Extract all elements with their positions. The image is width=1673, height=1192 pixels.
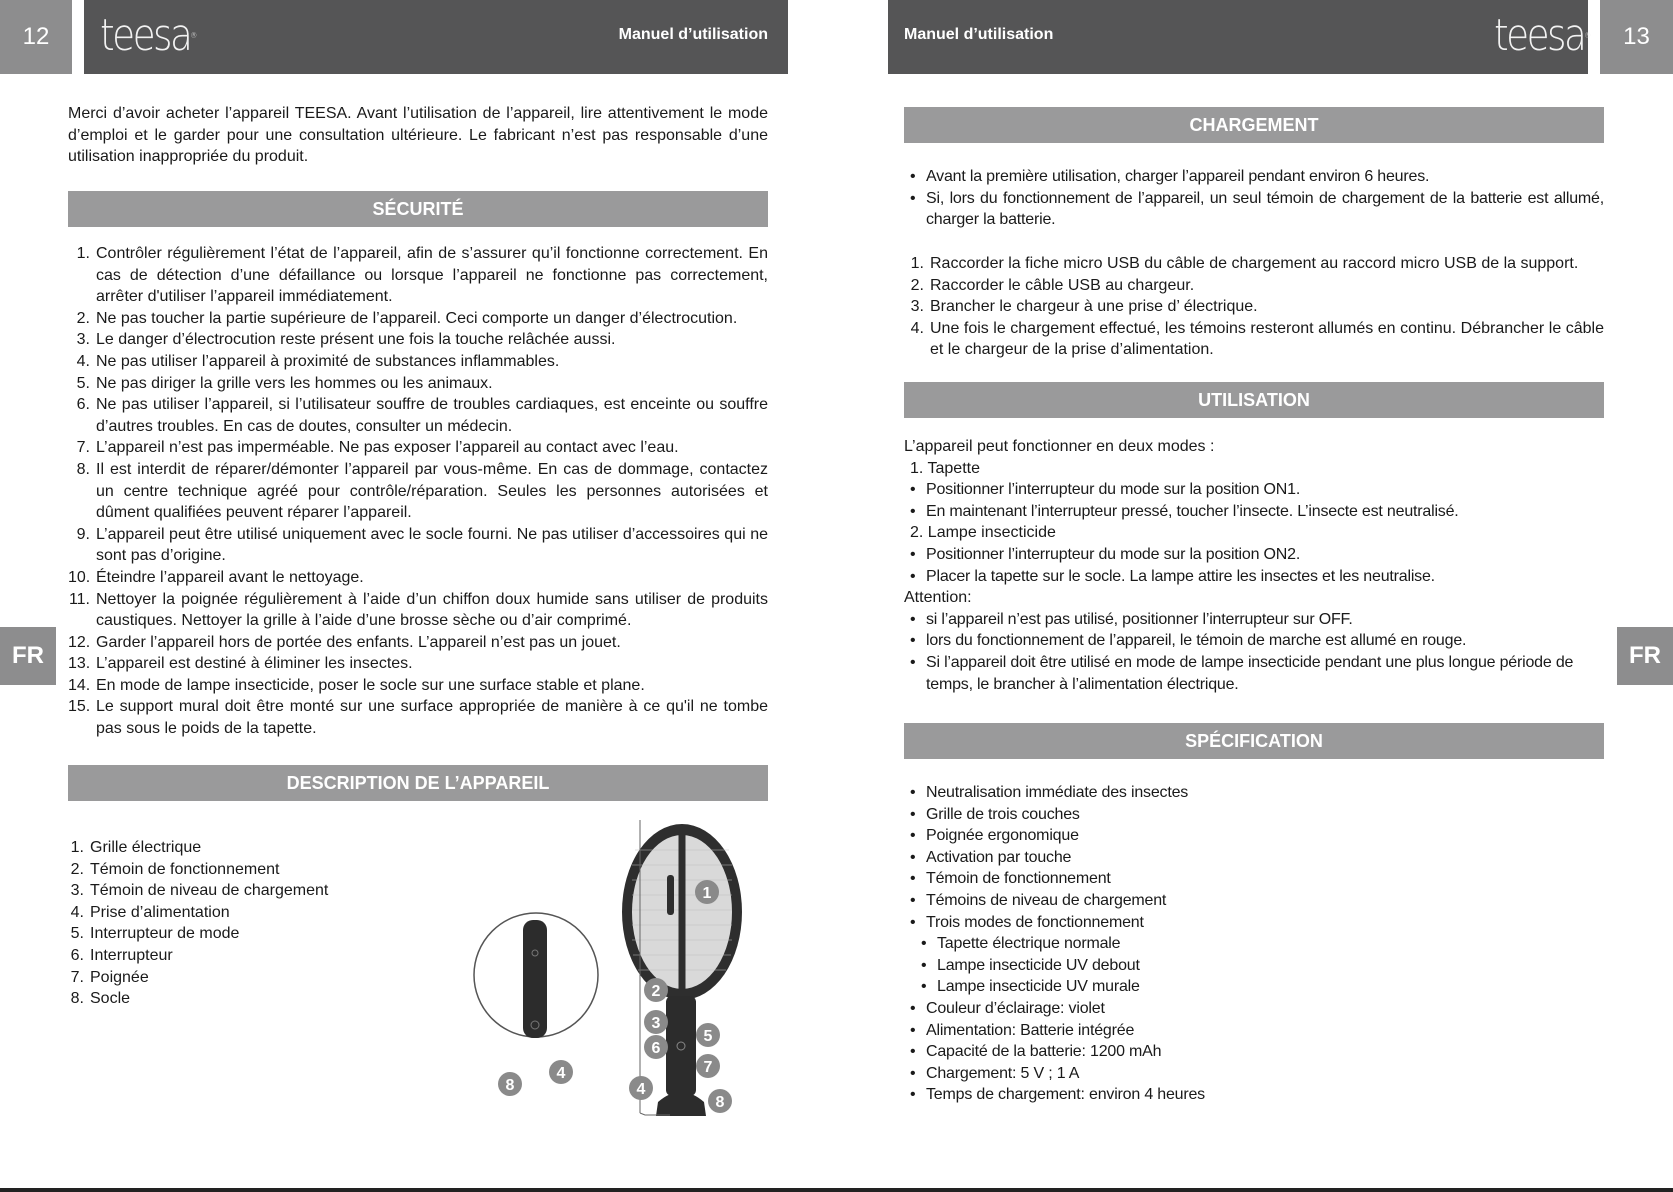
item-number: 2. [76, 309, 90, 327]
item-text: Éteindre l’appareil avant le nettoyage. [96, 568, 364, 586]
spec-list-item: • Activation par touche [904, 847, 1604, 869]
item-number: 4. [70, 903, 84, 921]
svg-text:3: 3 [651, 1015, 661, 1032]
item-number: 6. [70, 946, 84, 964]
item-number: 7. [76, 439, 90, 457]
specification-heading: SPÉCIFICATION [904, 723, 1604, 759]
item-text: Ne pas utiliser l’appareil à proximité de substances inflammables. [96, 352, 560, 370]
spec-list-item: • Alimentation: Batterie intégrée [904, 1020, 1604, 1042]
item-number: 3. [910, 298, 924, 316]
description-list-item [62, 880, 422, 902]
attention-label: Attention: [904, 589, 972, 607]
description-list-item [62, 902, 422, 924]
securite-list-item [68, 329, 768, 351]
svg-text:6: 6 [651, 1040, 661, 1057]
item-text: Ne pas utiliser l’appareil, si l’utilisateur souffre de troubles cardiaques, est enceinte ou souffre d’autres troubles. En cas de doutes, consulter un médecin. [96, 396, 768, 435]
mode2-bullets-item: • Positionner l’interrupteur du mode sur la position ON2. [904, 544, 1604, 566]
attention-bullets-item: • lors du fonctionnement de l’appareil, le témoin de marche est allumé en rouge. [904, 630, 1604, 652]
securite-list-item [68, 373, 768, 395]
item-number: 4. [910, 319, 924, 337]
item-number: 7. [70, 968, 84, 986]
item-text: Interrupteur de mode [90, 925, 240, 943]
zoom-handle [523, 920, 547, 1038]
item-text: Ne pas diriger la grille vers les hommes ou les animaux. [96, 374, 493, 392]
right-header-bar [888, 0, 1592, 74]
chargement-bullets-item: • Avant la première utilisation, charger l’appareil pendant environ 6 heures. [904, 166, 1604, 188]
description-list-item [62, 859, 422, 881]
securite-list-item [68, 653, 768, 675]
item-text: Le support mural doit être monté sur une surface appropriée de manière à ce qu'il ne tombe pas sous le poids de la tapette. [96, 698, 768, 738]
mode-2-bullets [904, 544, 1604, 587]
item-text: Prise d’alimentation [90, 903, 230, 921]
item-number: 13. [68, 655, 91, 673]
securite-list-item [68, 589, 768, 632]
securite-list-item [68, 524, 768, 567]
left-header-bar [84, 0, 788, 74]
attention-bullets-item: • Si l’appareil doit être utilisé en mode de lampe insecticide pendant une plus longue période de temps, le brancher à l’alimentation électrique. [904, 652, 1604, 695]
item-text: Raccorder le câble USB au chargeur. [930, 276, 1195, 294]
chargement-steps-item [902, 296, 1604, 318]
securite-list-container [68, 243, 768, 740]
utilisation-content [904, 436, 1604, 695]
svg-text:8: 8 [505, 1077, 515, 1094]
chargement-bullets-container [904, 166, 1604, 231]
spec-list-item: • Témoin de fonctionnement [904, 868, 1604, 890]
chargement-steps-item [902, 275, 1604, 297]
svg-text:2: 2 [651, 983, 661, 1000]
item-number: 1. [70, 839, 84, 856]
item-number: 1. [76, 245, 90, 262]
spec-list-item: • Poignée ergonomique [904, 825, 1604, 847]
item-text: Nettoyer la poignée régulièrement à l’aide d’un chiffon doux humide sans utiliser de produits caustiques. Nettoyer la grille à l’aide d’une brosse sèche ou d’air comprimé. [96, 590, 768, 630]
item-number: 2. [910, 276, 924, 294]
spec-list-item: • Neutralisation immédiate des insectes [904, 782, 1604, 804]
item-number: 8. [70, 990, 84, 1008]
description-list-item [62, 988, 422, 1010]
item-text: Raccorder la fiche micro USB du câble de chargement au raccord micro USB de la support. [930, 255, 1579, 272]
spec-list-item: • Lampe insecticide UV debout [904, 955, 1604, 977]
description-heading: DESCRIPTION DE L’APPAREIL [68, 765, 768, 801]
teesa-logo: teesa® [100, 10, 198, 61]
specification-list-container [904, 782, 1604, 1106]
item-text: Interrupteur [90, 946, 173, 964]
left-manual-title: Manuel d’utilisation [618, 26, 768, 43]
securite-list-item [68, 567, 768, 589]
chargement-steps-item [902, 318, 1604, 361]
svg-text:1: 1 [702, 885, 712, 902]
item-number: 11. [68, 590, 90, 608]
securite-list-item [68, 632, 768, 654]
bottom-edge [0, 1188, 1673, 1192]
utilisation-lead: L’appareil peut fonctionner en deux modes : [904, 438, 1215, 455]
mode1-bullets-item: • Positionner l’interrupteur du mode sur la position ON1. [904, 479, 1604, 501]
item-number: 14. [68, 676, 91, 694]
securite-list-item [68, 308, 768, 330]
item-text: Socle [90, 990, 131, 1008]
description-list-container [62, 837, 422, 1010]
right-page-number: 13 [1600, 0, 1673, 74]
description-list-item [62, 945, 422, 967]
item-text: Témoin de niveau de chargement [90, 882, 329, 900]
attention-bullets-item: • si l’appareil n’est pas utilisé, positionner l’interrupteur sur OFF. [904, 609, 1604, 631]
securite-list-item [68, 437, 768, 459]
item-number: 12. [68, 633, 91, 651]
mode-1-label: 1. Tapette [910, 459, 980, 477]
spec-list-item: • Capacité de la batterie: 1200 mAh [904, 1041, 1604, 1063]
racket-base [656, 1092, 706, 1116]
chargement-bullets-item: • Si, lors du fonctionnement de l’appareil, un seul témoin de chargement de la batterie est allumé, charger la batterie. [904, 188, 1604, 231]
item-text: Ne pas toucher la partie supérieure de l’appareil. Ceci comporte un danger d’électrocution. [96, 309, 738, 327]
spec-list-item: • Témoins de niveau de chargement [904, 890, 1604, 912]
svg-text:5: 5 [703, 1028, 713, 1045]
item-text: Une fois le chargement effectué, les témoins resteront allumés en continu. Débrancher le câble et le chargeur de la prise d’alimentation. [930, 319, 1604, 359]
utilisation-heading: UTILISATION [904, 382, 1604, 418]
item-number: 3. [70, 882, 84, 900]
item-text: Le danger d’électrocution reste présent une fois la touche relâchée aussi. [96, 331, 616, 349]
spec-list-item: • Tapette électrique normale [904, 933, 1604, 955]
item-number: 2. [70, 860, 84, 878]
left-language-tab: FR [0, 627, 56, 685]
item-number: 6. [76, 396, 90, 414]
item-number: 5. [70, 925, 84, 943]
right-language-tab: FR [1617, 627, 1673, 685]
mode-2-label: 2. Lampe insecticide [910, 524, 1056, 542]
securite-list-item [68, 243, 768, 308]
securite-list-item [68, 696, 768, 739]
item-text: En mode de lampe insecticide, poser le socle sur une surface stable et plane. [96, 676, 645, 694]
spec-list-item: • Chargement: 5 V ; 1 A [904, 1063, 1604, 1085]
securite-heading: SÉCURITÉ [68, 191, 768, 227]
item-text: Il est interdit de réparer/démonter l’appareil par vous-même. En cas de dommage, contactez un centre technique agréé pour contrôle/réparation. Seules les personnes autorisées et dûment qualifiées peuvent réparer l’appareil. [96, 460, 768, 522]
device-illustration [470, 820, 760, 1120]
right-manual-title: Manuel d’utilisation [904, 26, 1054, 43]
item-text: Grille électrique [90, 839, 202, 856]
teesa-logo-right: teesa® [1494, 10, 1592, 61]
item-number: 1. [910, 255, 924, 272]
item-number: 3. [76, 331, 90, 349]
item-text: Contrôler régulièrement l’état de l’appareil, afin de s’assurer qu’il fonctionne correctement. En cas de détection d’une défaillance ou lorsque l’appareil ne fonctionne pas correctement, arrêter d'utiliser l’appareil immédiatement. [96, 245, 768, 306]
description-list [62, 837, 422, 1010]
attention-bullets [904, 609, 1604, 695]
item-text: L’appareil est destiné à éliminer les insectes. [96, 655, 413, 673]
item-number: 8. [76, 460, 90, 478]
item-text: Poignée [90, 968, 149, 986]
intro-paragraph: Merci d’avoir acheter l’appareil TEESA. Avant l’utilisation de l’appareil, lire attentivement le mode d’emploi et le garder pour une consultation ultérieure. Le fabricant n’est pas responsable d’une utilisation inappropriée du produit. [68, 105, 768, 166]
description-list-item [62, 923, 422, 945]
description-list-item [62, 837, 422, 859]
item-text: L’appareil n’est pas imperméable. Ne pas exposer l’appareil au contact avec l’eau. [96, 439, 679, 457]
mode-1-bullets [904, 479, 1604, 522]
spec-list-item: • Temps de chargement: environ 4 heures [904, 1084, 1604, 1106]
securite-list-item [68, 459, 768, 524]
racket-handle [666, 996, 696, 1096]
spec-list-item: • Couleur d’éclairage: violet [904, 998, 1604, 1020]
chargement-steps-container [902, 253, 1604, 361]
mode2-bullets-item: • Placer la tapette sur le socle. La lampe attire les insectes et les neutralise. [904, 566, 1604, 588]
svg-text:4: 4 [556, 1065, 566, 1082]
item-number: 4. [76, 352, 90, 370]
spec-list-item: • Trois modes de fonctionnement [904, 912, 1604, 934]
item-text: Brancher le chargeur à une prise d’ électrique. [930, 298, 1258, 316]
svg-text:7: 7 [703, 1059, 713, 1076]
item-text: L’appareil peut être utilisé uniquement avec le socle fourni. Ne pas utiliser d’accessoires qui ne sont pas d’origine. [96, 525, 768, 565]
spec-list-item: • Lampe insecticide UV murale [904, 976, 1604, 998]
item-number: 5. [76, 374, 90, 392]
chargement-steps [902, 253, 1604, 361]
description-list-item [62, 967, 422, 989]
chargement-steps-item [902, 253, 1604, 275]
chargement-bullets [904, 166, 1604, 231]
mode1-bullets-item: • En maintenant l’interrupteur pressé, toucher l’insecte. L’insecte est neutralisé. [904, 501, 1604, 523]
specification-list [904, 782, 1604, 1106]
svg-text:4: 4 [636, 1081, 646, 1098]
securite-list [68, 243, 768, 740]
chargement-heading: CHARGEMENT [904, 107, 1604, 143]
securite-list-item [68, 675, 768, 697]
securite-list-item [68, 351, 768, 373]
securite-list-item [68, 394, 768, 437]
item-number: 15. [68, 698, 91, 716]
item-number: 9. [76, 525, 90, 543]
item-text: Garder l’appareil hors de portée des enfants. L’appareil n’est pas un jouet. [96, 633, 621, 651]
item-number: 10. [68, 568, 91, 586]
item-text: Témoin de fonctionnement [90, 860, 280, 878]
left-page-number: 12 [0, 0, 72, 74]
svg-text:8: 8 [715, 1094, 725, 1111]
spec-list-item: • Grille de trois couches [904, 804, 1604, 826]
